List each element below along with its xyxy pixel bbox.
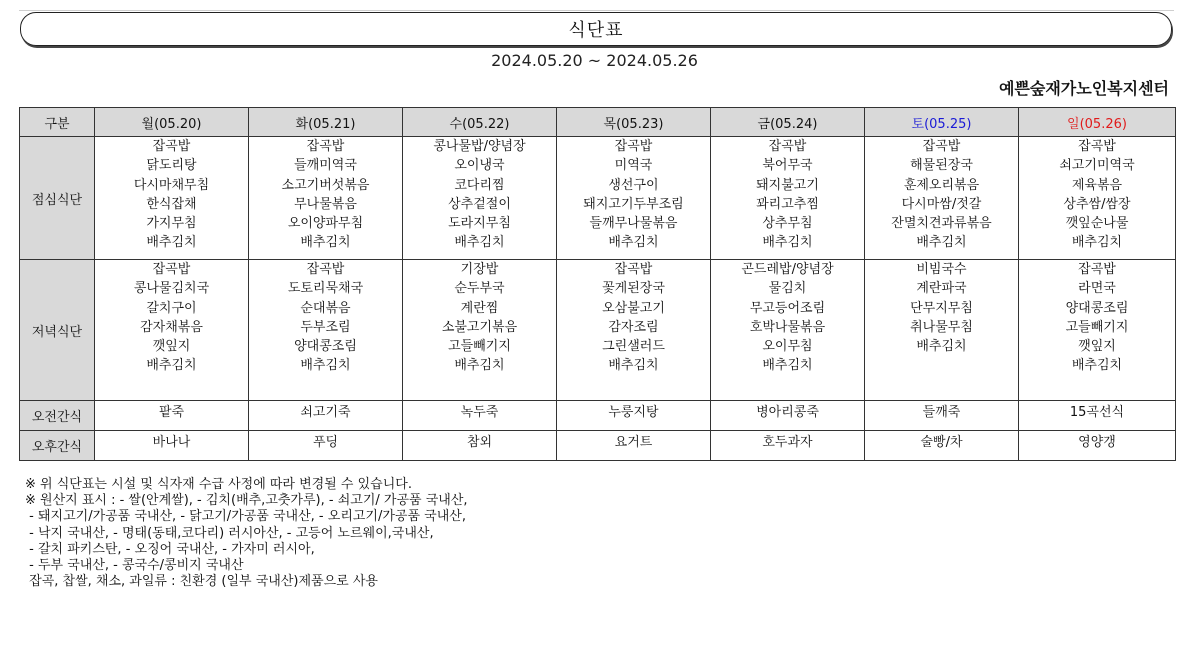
note-line: - 갈치 파키스탄, - 오징어 국내산, - 가자미 러시아, bbox=[25, 541, 315, 557]
menu-item: 라면국 bbox=[1078, 281, 1116, 297]
menu-item: 배추김치 bbox=[146, 235, 197, 251]
menu-item: 닭도리탕 bbox=[146, 158, 197, 174]
dinner-cell-mon bbox=[95, 260, 249, 401]
menu-item: 꽃게된장국 bbox=[602, 281, 665, 297]
note-line: 잡곡, 찹쌀, 채소, 과일류 : 친환경 (일부 국내산)제품으로 사용 bbox=[25, 574, 378, 590]
menu-item: 배추김치 bbox=[454, 358, 505, 374]
menu-item: 미역국 bbox=[614, 158, 653, 174]
note-line: - 돼지고기/가공품 국내산, - 닭고기/가공품 국내산, - 오리고기/가공품 국내산, bbox=[25, 509, 466, 525]
menu-item: 계란파국 bbox=[916, 281, 967, 297]
menu-item: 소고기버섯볶음 bbox=[281, 177, 370, 193]
menu-item: 배추김치 bbox=[762, 358, 813, 374]
menu-item: 배추김치 bbox=[608, 358, 659, 374]
menu-item: 잡곡밥 bbox=[1078, 262, 1116, 277]
day-header-sun: 일(05.26) bbox=[1019, 108, 1176, 137]
pm-snack-cell-wed: 참외 bbox=[403, 431, 557, 461]
top-rule bbox=[19, 10, 1174, 11]
menu-item: 잡곡밥 bbox=[306, 139, 345, 154]
menu-item: 꽈리고추찜 bbox=[756, 196, 819, 212]
menu-item: 잔멸치견과류볶음 bbox=[891, 216, 992, 232]
am-snack-row bbox=[20, 401, 1176, 431]
menu-item: 해물된장국 bbox=[910, 158, 973, 174]
pm-snack-cell-fri: 호두과자 bbox=[711, 431, 865, 461]
menu-item: 고들빼기지 bbox=[448, 339, 511, 355]
menu-item: 한식잡채 bbox=[146, 196, 197, 212]
lunch-cell-wed bbox=[403, 137, 557, 260]
menu-item: 다시마쌈/젓갈 bbox=[901, 196, 982, 212]
am-snack-label: 오전간식 bbox=[20, 401, 95, 431]
menu-item: 오이양파무침 bbox=[287, 216, 364, 232]
lunch-cell-thu bbox=[557, 137, 711, 260]
menu-item: 그린샐러드 bbox=[602, 339, 665, 355]
dinner-cell-sun bbox=[1019, 260, 1176, 401]
menu-item: 오이냉국 bbox=[454, 158, 505, 174]
menu-item: 배추김치 bbox=[300, 235, 351, 251]
menu-item: 두부조림 bbox=[300, 319, 351, 335]
menu-item: 양대콩조림 bbox=[1065, 300, 1129, 316]
menu-item: 순두부국 bbox=[454, 281, 505, 297]
menu-item: 감자채볶음 bbox=[140, 319, 203, 335]
menu-item: 상추쌈/쌈장 bbox=[1063, 196, 1131, 212]
menu-item: 깻잎지 bbox=[1078, 339, 1116, 355]
dinner-cell-wed bbox=[403, 260, 557, 401]
menu-notes bbox=[25, 477, 468, 590]
menu-item: 갈치구이 bbox=[146, 300, 197, 316]
menu-item: 오삼불고기 bbox=[602, 300, 665, 316]
dinner-row bbox=[20, 260, 1176, 401]
menu-item: 깻잎순나물 bbox=[1065, 216, 1129, 232]
dinner-label: 저녁식단 bbox=[20, 260, 95, 401]
day-header-sat: 토(05.25) bbox=[865, 108, 1019, 137]
menu-item: 들깨무나물볶음 bbox=[589, 216, 678, 232]
menu-item: 배추김치 bbox=[916, 235, 967, 251]
am-snack-cell-wed: 녹두죽 bbox=[403, 401, 557, 431]
menu-item: 기장밥 bbox=[460, 262, 499, 277]
note-line: ※ 위 식단표는 시설 및 식자재 수급 사정에 따라 변경될 수 있습니다. bbox=[25, 477, 412, 492]
menu-item: 배추김치 bbox=[1071, 235, 1123, 251]
menu-item: 깻잎지 bbox=[152, 339, 191, 355]
menu-item: 배추김치 bbox=[608, 235, 659, 251]
pm-snack-cell-sat: 술빵/차 bbox=[865, 431, 1019, 461]
day-header-wed: 수(05.22) bbox=[403, 108, 557, 137]
note-line: - 두부 국내산, - 콩국수/콩비지 국내산 bbox=[25, 558, 244, 574]
menu-item: 곤드레밥/양념장 bbox=[741, 262, 834, 277]
menu-item: 잡곡밥 bbox=[614, 262, 653, 277]
header-row bbox=[20, 108, 1176, 137]
dinner-cell-sat bbox=[865, 260, 1019, 401]
day-header-thu: 목(05.23) bbox=[557, 108, 711, 137]
day-header-tue: 화(05.21) bbox=[249, 108, 403, 137]
pm-snack-cell-thu: 요거트 bbox=[557, 431, 711, 461]
lunch-label: 점심식단 bbox=[20, 137, 95, 260]
menu-item: 배추김치 bbox=[1071, 358, 1123, 374]
menu-item: 제육볶음 bbox=[1071, 177, 1123, 193]
menu-item: 돼지고기두부조림 bbox=[583, 196, 684, 212]
lunch-cell-sun bbox=[1019, 137, 1176, 260]
corner-cell: 구분 bbox=[20, 108, 95, 137]
menu-item: 호박나물볶음 bbox=[749, 319, 826, 335]
menu-item: 잡곡밥 bbox=[614, 139, 653, 154]
dinner-cell-tue bbox=[249, 260, 403, 401]
menu-item: 잡곡밥 bbox=[1078, 139, 1116, 154]
dinner-cell-fri bbox=[711, 260, 865, 401]
am-snack-cell-sun: 15곡선식 bbox=[1019, 401, 1176, 431]
center-name: 예쁜숲재가노인복지센터 bbox=[998, 79, 1169, 98]
pm-snack-cell-tue: 푸딩 bbox=[249, 431, 403, 461]
menu-item: 잡곡밥 bbox=[768, 139, 807, 154]
menu-item: 양대콩조림 bbox=[294, 339, 357, 355]
pm-snack-cell-mon: 바나나 bbox=[95, 431, 249, 461]
menu-item: 물김치 bbox=[768, 281, 807, 297]
day-header-mon: 월(05.20) bbox=[95, 108, 249, 137]
menu-item: 무나물볶음 bbox=[294, 196, 357, 212]
menu-item: 배추김치 bbox=[146, 358, 197, 374]
lunch-cell-mon bbox=[95, 137, 249, 260]
menu-item: 상추겉절이 bbox=[448, 196, 511, 212]
menu-item: 배추김치 bbox=[762, 235, 813, 251]
menu-period: 2024.05.20 ~ 2024.05.26 bbox=[491, 51, 698, 70]
menu-item: 무고등어조림 bbox=[749, 300, 826, 316]
menu-item: 들깨미역국 bbox=[294, 158, 357, 174]
pm-snack-cell-sun: 영양갱 bbox=[1019, 431, 1176, 461]
menu-item: 비빔국수 bbox=[916, 262, 967, 277]
menu-item: 취나물무침 bbox=[910, 319, 973, 335]
lunch-row bbox=[20, 137, 1176, 260]
menu-item: 배추김치 bbox=[300, 358, 351, 374]
menu-item: 북어무국 bbox=[762, 158, 813, 174]
menu-item: 잡곡밥 bbox=[152, 262, 191, 277]
menu-item: 훈제오리볶음 bbox=[903, 177, 980, 193]
menu-item: 쇠고기미역국 bbox=[1059, 158, 1135, 174]
menu-item: 소불고기볶음 bbox=[441, 319, 518, 335]
am-snack-cell-tue: 쇠고기죽 bbox=[249, 401, 403, 431]
menu-item: 배추김치 bbox=[916, 339, 967, 355]
menu-item: 상추무침 bbox=[762, 216, 813, 232]
note-line: ※ 원산지 표시 : - 쌀(안계쌀), - 김치(배추,고춧가루), - 쇠고기/ 가공품 국내산, bbox=[25, 493, 468, 509]
menu-item: 배추김치 bbox=[454, 235, 505, 251]
note-line: - 낙지 국내산, - 명태(동태,코다리) 러시아산, - 고등어 노르웨이,국내산, bbox=[25, 525, 434, 541]
am-snack-cell-thu: 누룽지탕 bbox=[557, 401, 711, 431]
menu-item: 콩나물밥/양념장 bbox=[433, 139, 526, 154]
menu-item: 순대볶음 bbox=[300, 300, 351, 316]
lunch-cell-tue bbox=[249, 137, 403, 260]
page-title: 식단표 bbox=[20, 12, 1172, 46]
am-snack-cell-sat: 들깨죽 bbox=[865, 401, 1019, 431]
menu-table bbox=[19, 107, 1176, 461]
am-snack-cell-fri: 병아리콩죽 bbox=[711, 401, 865, 431]
menu-item: 오이무침 bbox=[762, 339, 813, 355]
menu-item: 감자조림 bbox=[608, 319, 659, 335]
pm-snack-label: 오후간식 bbox=[20, 431, 95, 461]
menu-item: 계란찜 bbox=[460, 300, 499, 316]
menu-item: 잡곡밥 bbox=[152, 139, 191, 154]
menu-item: 도라지무침 bbox=[448, 216, 511, 232]
menu-item: 가지무침 bbox=[146, 216, 197, 232]
menu-item: 다시마채무침 bbox=[133, 177, 210, 193]
menu-item: 콩나물김치국 bbox=[133, 281, 210, 297]
pm-snack-row bbox=[20, 431, 1176, 461]
menu-item: 잡곡밥 bbox=[922, 139, 961, 154]
lunch-cell-sat bbox=[865, 137, 1019, 260]
dinner-cell-thu bbox=[557, 260, 711, 401]
menu-item: 코다리찜 bbox=[454, 177, 505, 193]
menu-item: 고들빼기지 bbox=[1065, 319, 1129, 335]
menu-item: 단무지무침 bbox=[910, 300, 973, 316]
menu-item: 돼지불고기 bbox=[756, 177, 819, 193]
am-snack-cell-mon: 팥죽 bbox=[95, 401, 249, 431]
lunch-cell-fri bbox=[711, 137, 865, 260]
menu-item: 생선구이 bbox=[608, 177, 659, 193]
menu-item: 도토리묵채국 bbox=[287, 281, 364, 297]
menu-item: 잡곡밥 bbox=[306, 262, 345, 277]
day-header-fri: 금(05.24) bbox=[711, 108, 865, 137]
